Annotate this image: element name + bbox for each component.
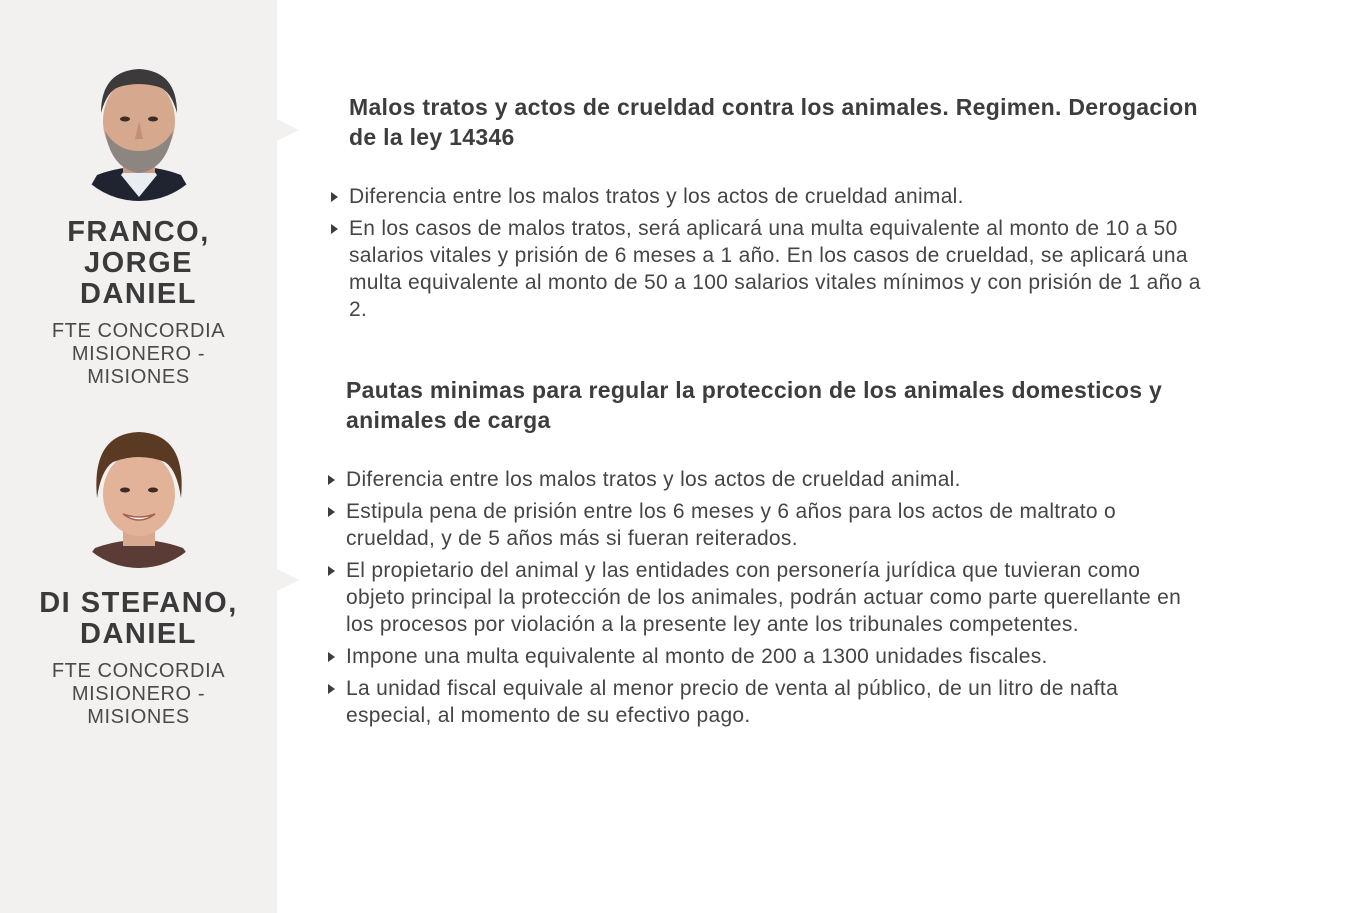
bill-section-2 <box>325 375 1205 734</box>
bullet-list <box>328 183 1208 323</box>
bullet-text: El propietario del animal y las entidades con personería jurídica que tuvieran como objeto principal la protección de los animales, podrán actuar como parte querellante en los procesos por violación a la presente ley ante los tribunales competentes. <box>346 559 1182 636</box>
person-party-line: MISIONES <box>87 366 190 388</box>
bullet-text: La unidad fiscal equivale al menor precio de venta al público, de un litro de nafta especial, al momento de su efectivo pago. <box>346 677 1119 727</box>
bullet-item <box>325 643 1205 670</box>
bullet-text: Estipula pena de prisión entre los 6 meses y 6 años para los actos de maltrato o crueldad, y de 5 años más si fueran reiterados. <box>346 500 1116 550</box>
person-card-franco <box>0 47 277 389</box>
person-name-line: DANIEL <box>80 618 197 650</box>
person-party-line: MISIONERO - <box>71 343 206 365</box>
triangle-right-icon <box>328 652 335 662</box>
person-name-line: DI STEFANO, <box>39 587 238 619</box>
person-party-line: MISIONERO - <box>71 683 206 705</box>
section-title: Malos tratos y actos de crueldad contra los animales. Regimen. Derogacion de la ley 14346 <box>349 94 1198 150</box>
person-card-di-stefano <box>0 414 277 729</box>
triangle-right-icon <box>328 475 335 485</box>
person-party <box>0 660 277 729</box>
triangle-right-icon <box>331 224 338 234</box>
person-name-line: DANIEL <box>80 278 197 310</box>
triangle-right-icon <box>328 566 335 576</box>
avatar-franco <box>61 47 217 203</box>
section-title: Pautas minimas para regular la proteccion de los animales domesticos y animales de carga <box>346 377 1163 433</box>
triangle-right-icon <box>331 192 338 202</box>
person-party-line: FTE CONCORDIA <box>51 660 226 682</box>
bullet-text: En los casos de malos tratos, será aplicará una multa equivalente al monto de 10 a 50 salarios vitales y prisión de 6 meses a 1 año. En los casos de crueldad, se aplicará una multa equivalente al monto de 50 a 100 salarios vitales mínimos y con prisión de 1 año a 2. <box>349 217 1201 321</box>
person-party-line: MISIONES <box>87 706 190 728</box>
bullet-text: Impone una multa equivalente al monto de 200 a 1300 unidades fiscales. <box>346 645 1048 668</box>
pointer-arrow-2 <box>277 569 299 591</box>
person-name-line: FRANCO, <box>67 216 210 248</box>
bullet-item <box>328 215 1208 323</box>
bill-section-1 <box>328 92 1208 328</box>
person-name <box>0 588 277 650</box>
bullet-item <box>325 675 1205 729</box>
triangle-right-icon <box>328 507 335 517</box>
bullet-text: Diferencia entre los malos tratos y los actos de crueldad animal. <box>346 468 961 491</box>
person-party-line: FTE CONCORDIA <box>51 320 226 342</box>
bullet-item <box>325 557 1205 638</box>
person-name <box>0 217 277 310</box>
bullet-text: Diferencia entre los malos tratos y los actos de crueldad animal. <box>349 185 964 208</box>
person-name-line: JORGE <box>83 247 194 279</box>
triangle-right-icon <box>328 684 335 694</box>
bullet-item <box>325 498 1205 552</box>
bullet-item <box>328 183 1208 210</box>
avatar-di-stefano <box>61 414 217 570</box>
bullet-item <box>325 466 1205 493</box>
bullet-list <box>325 466 1205 729</box>
person-party <box>0 320 277 389</box>
pointer-arrow-1 <box>277 119 299 141</box>
